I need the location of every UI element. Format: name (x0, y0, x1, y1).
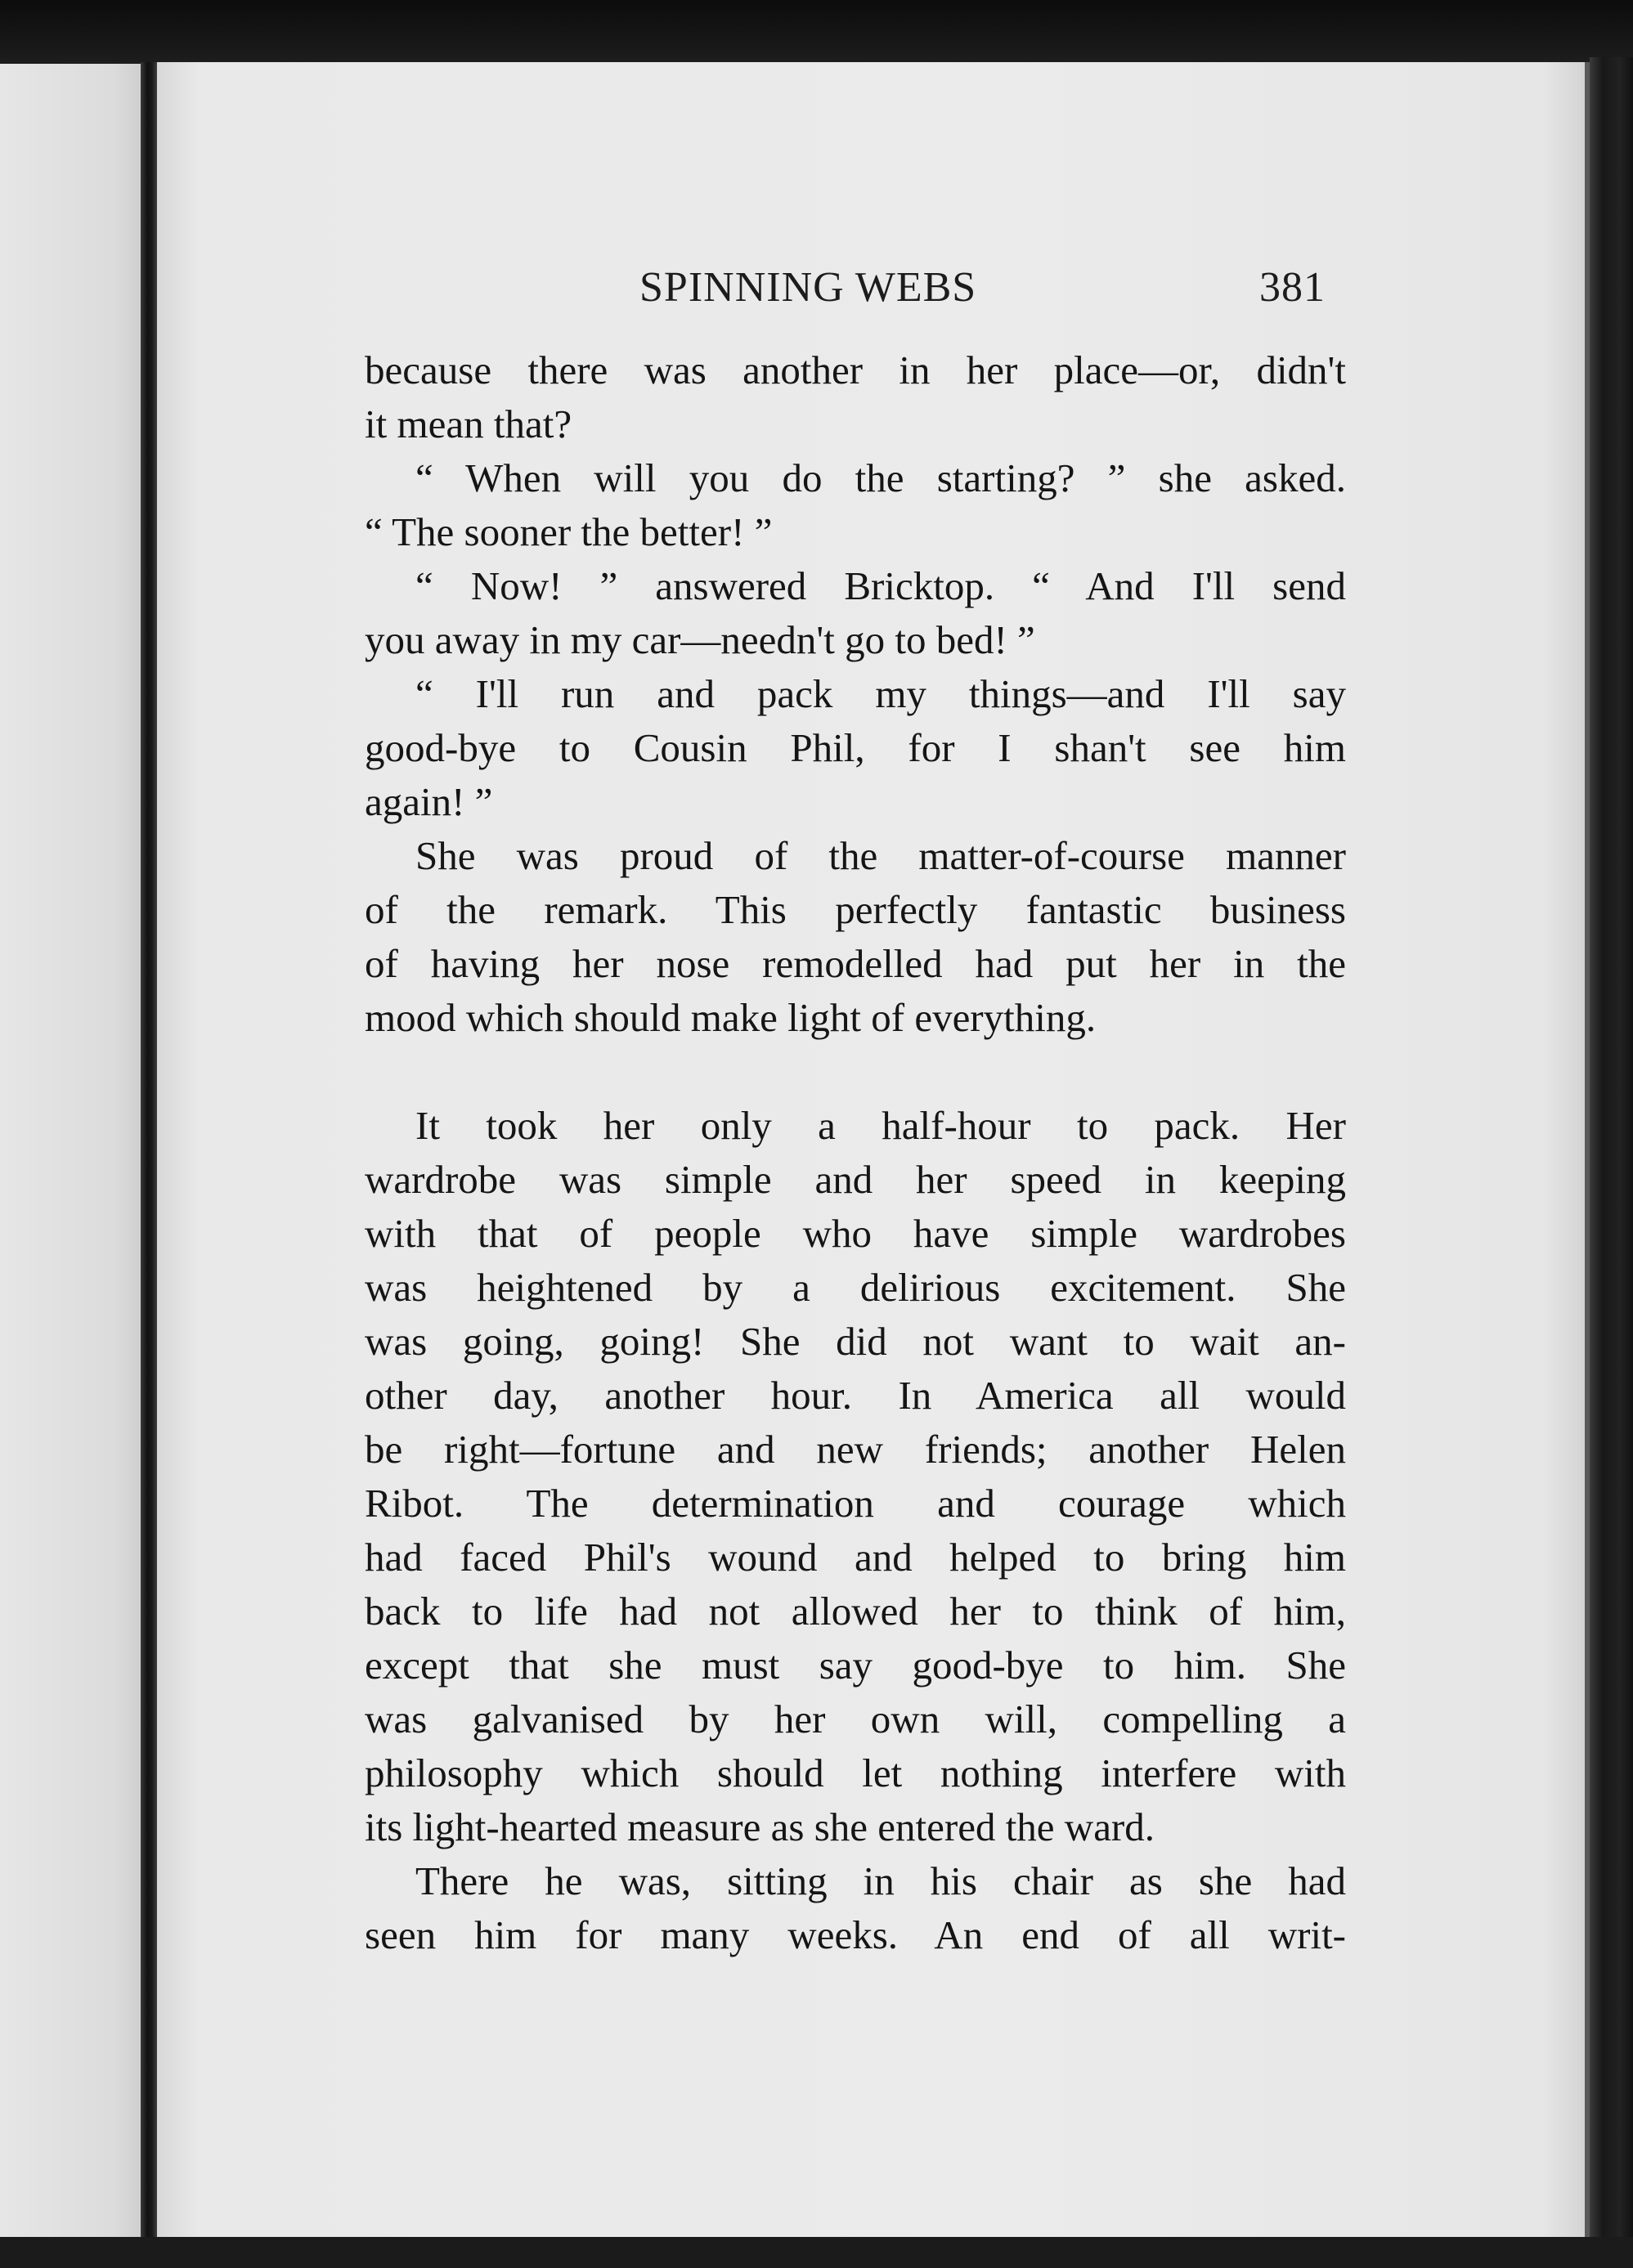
book-bottom-edge (0, 2237, 1633, 2268)
body-text (365, 343, 1346, 1962)
facing-page (0, 64, 141, 2239)
text-line: seen him for many weeks. An end of all writ- (365, 1912, 1346, 1957)
text-line: back to life had not allowed her to think of him, (365, 1589, 1346, 1634)
running-title: SPINNING WEBS (639, 264, 977, 311)
book-gutter (141, 62, 157, 2240)
text-line: “ The sooner the better! ” (365, 509, 773, 554)
book-right-edge (1590, 57, 1633, 2248)
text-line: it mean that? (365, 401, 572, 446)
text-line: of having her nose remodelled had put her in the (365, 941, 1346, 986)
running-header (365, 263, 1346, 320)
text-line: you away in my car—needn't go to bed! ” (365, 617, 1035, 662)
text-line: She was proud of the matter-of-course manner (415, 833, 1346, 878)
text-line: because there was another in her place—or, didn't (365, 347, 1346, 392)
book-top-edge (0, 0, 1633, 67)
text-line: was galvanised by her own will, compelling a (365, 1697, 1346, 1741)
text-line: with that of people who have simple wardrobes (365, 1211, 1346, 1256)
text-line: was heightened by a delirious excitement. She (365, 1265, 1346, 1310)
page-number: 381 (1259, 264, 1326, 311)
text-line: be right—fortune and new friends; another Helen (365, 1427, 1346, 1472)
text-line: other day, another hour. In America all would (365, 1373, 1346, 1418)
text-line: its light-hearted measure as she entered the ward. (365, 1804, 1155, 1849)
text-line: There he was, sitting in his chair as she had (415, 1858, 1346, 1903)
text-line: had faced Phil's wound and helped to bring him (365, 1535, 1346, 1580)
text-line: mood which should make light of everything. (365, 995, 1097, 1040)
text-line: “ When will you do the starting? ” she asked. (415, 455, 1346, 500)
text-line: again! ” (365, 779, 493, 824)
text-line: philosophy which should let nothing interfere with (365, 1750, 1346, 1795)
text-line: good-bye to Cousin Phil, for I shan't see him (365, 725, 1346, 770)
text-line: It took her only a half-hour to pack. Her (415, 1103, 1346, 1148)
text-line: wardrobe was simple and her speed in keeping (365, 1157, 1346, 1202)
text-line: “ I'll run and pack my things—and I'll say (415, 671, 1346, 716)
text-line: of the remark. This perfectly fantastic business (365, 887, 1346, 932)
text-line: “ Now! ” answered Bricktop. “ And I'll send (415, 563, 1346, 608)
text-line: Ribot. The determination and courage which (365, 1481, 1346, 1526)
section-break (365, 1045, 1346, 1099)
text-line: was going, going! She did not want to wait an- (365, 1319, 1346, 1364)
text-line: except that she must say good-bye to him. She (365, 1643, 1346, 1688)
